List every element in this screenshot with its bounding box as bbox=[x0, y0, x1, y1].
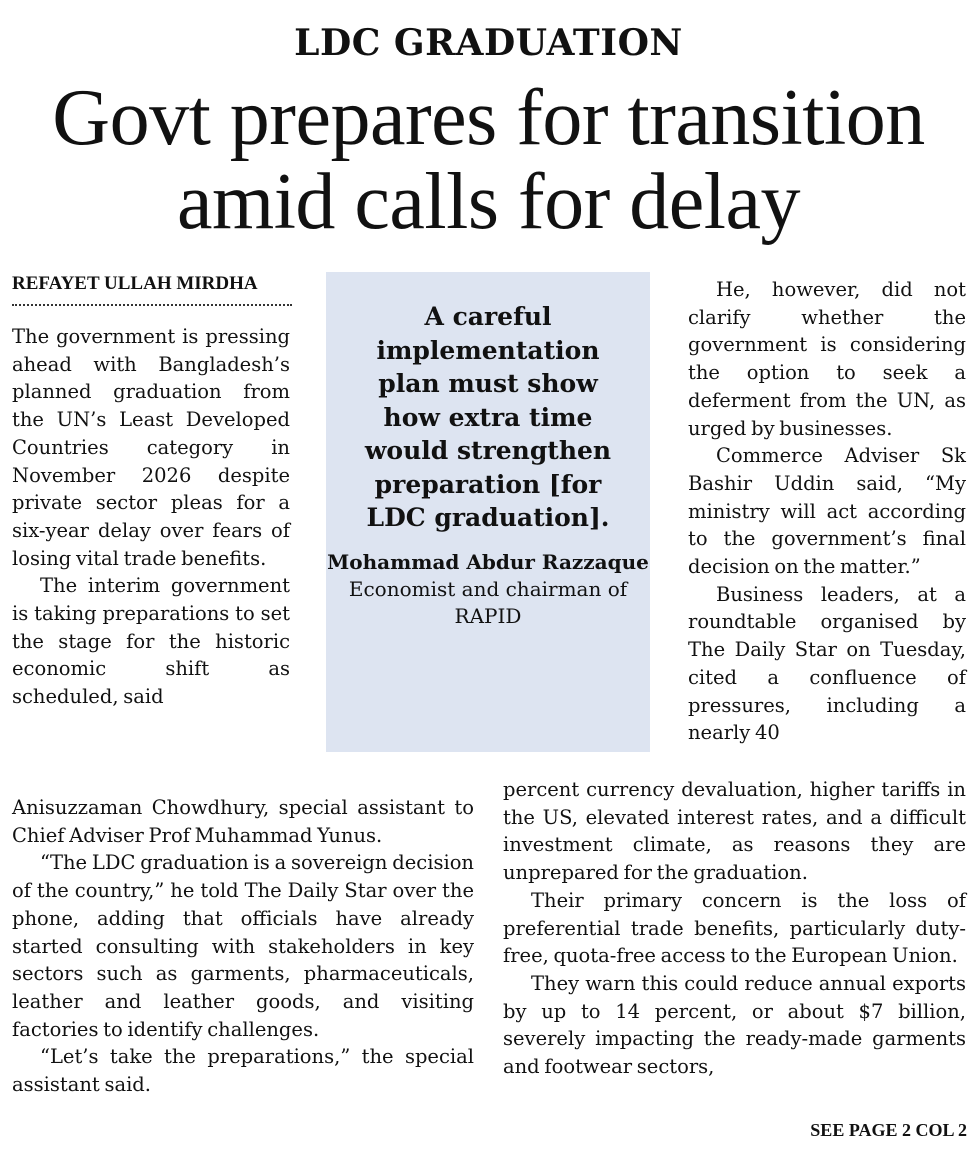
pull-quote-title: Economist and chairman of RAPID bbox=[348, 576, 628, 628]
paragraph: “Let’s take the preparations,” the special assistant said. bbox=[12, 1045, 474, 1097]
paragraph: percent currency devaluation, higher tariffs in the US, elevated interest rates, and a difficult investment climate, as reasons they are unprepared for the graduation. bbox=[503, 778, 966, 885]
pull-quote-text: A careful implementation plan must show how extra time would strengthen preparation [for LDC graduation]. bbox=[364, 302, 612, 532]
column-3-lower bbox=[503, 776, 966, 1081]
paragraph: Commerce Adviser Sk Bashir Uddin said, “My ministry will act according to the government’s final decision on the matter.” bbox=[688, 444, 966, 579]
kicker: LDC GRADUATION bbox=[294, 22, 683, 64]
pull-quote-box bbox=[326, 272, 650, 752]
column-3-upper bbox=[688, 276, 966, 747]
pull-quote-attribution: Mohammad Abdur Razzaque bbox=[327, 549, 649, 574]
continued-on-label: SEE PAGE 2 COL 2 bbox=[810, 1120, 967, 1140]
paragraph: He, however, did not clarify whether the government is considering the option to seek a deferment from the UN, as urged by businesses. bbox=[688, 278, 966, 440]
paragraph: The interim government is taking preparations to set the stage for the historic economic shift as scheduled, said bbox=[12, 574, 290, 709]
paragraph: “The LDC graduation is a sovereign decision of the country,” he told The Daily Star over the phone, adding that officials have already started consulting with stakeholders in key sectors such as garments, pharmaceuticals, leather and leather goods, and visiting factories to identify challenges. bbox=[12, 851, 474, 1041]
paragraph: Their primary concern is the loss of preferential trade benefits, particularly duty-free, quota-free access to the European Union. bbox=[503, 888, 966, 968]
paragraph: Business leaders, at a roundtable organised by The Daily Star on Tuesday, cited a confluence of pressures, including a nearly 40 bbox=[688, 582, 966, 745]
column-2 bbox=[12, 794, 474, 1099]
paragraph: The government is pressing ahead with Bangladesh’s planned graduation from the UN’s Least Developed Countries category in November 2026 despite private sector pleas for a six-year delay over fears of losing vital trade benefits. bbox=[12, 325, 290, 570]
headline: Govt prepares for transition amid calls for delay bbox=[52, 74, 925, 246]
byline: REFAYET ULLAH MIRDHA bbox=[12, 272, 292, 306]
paragraph: They warn this could reduce annual exports by up to 14 percent, or about $7 billion, severely impacting the ready-made garments and footwear sectors, bbox=[503, 971, 966, 1079]
paragraph: Anisuzzaman Chowdhury, special assistant to Chief Adviser Prof Muhammad Yunus. bbox=[12, 796, 474, 847]
column-1 bbox=[12, 323, 290, 711]
